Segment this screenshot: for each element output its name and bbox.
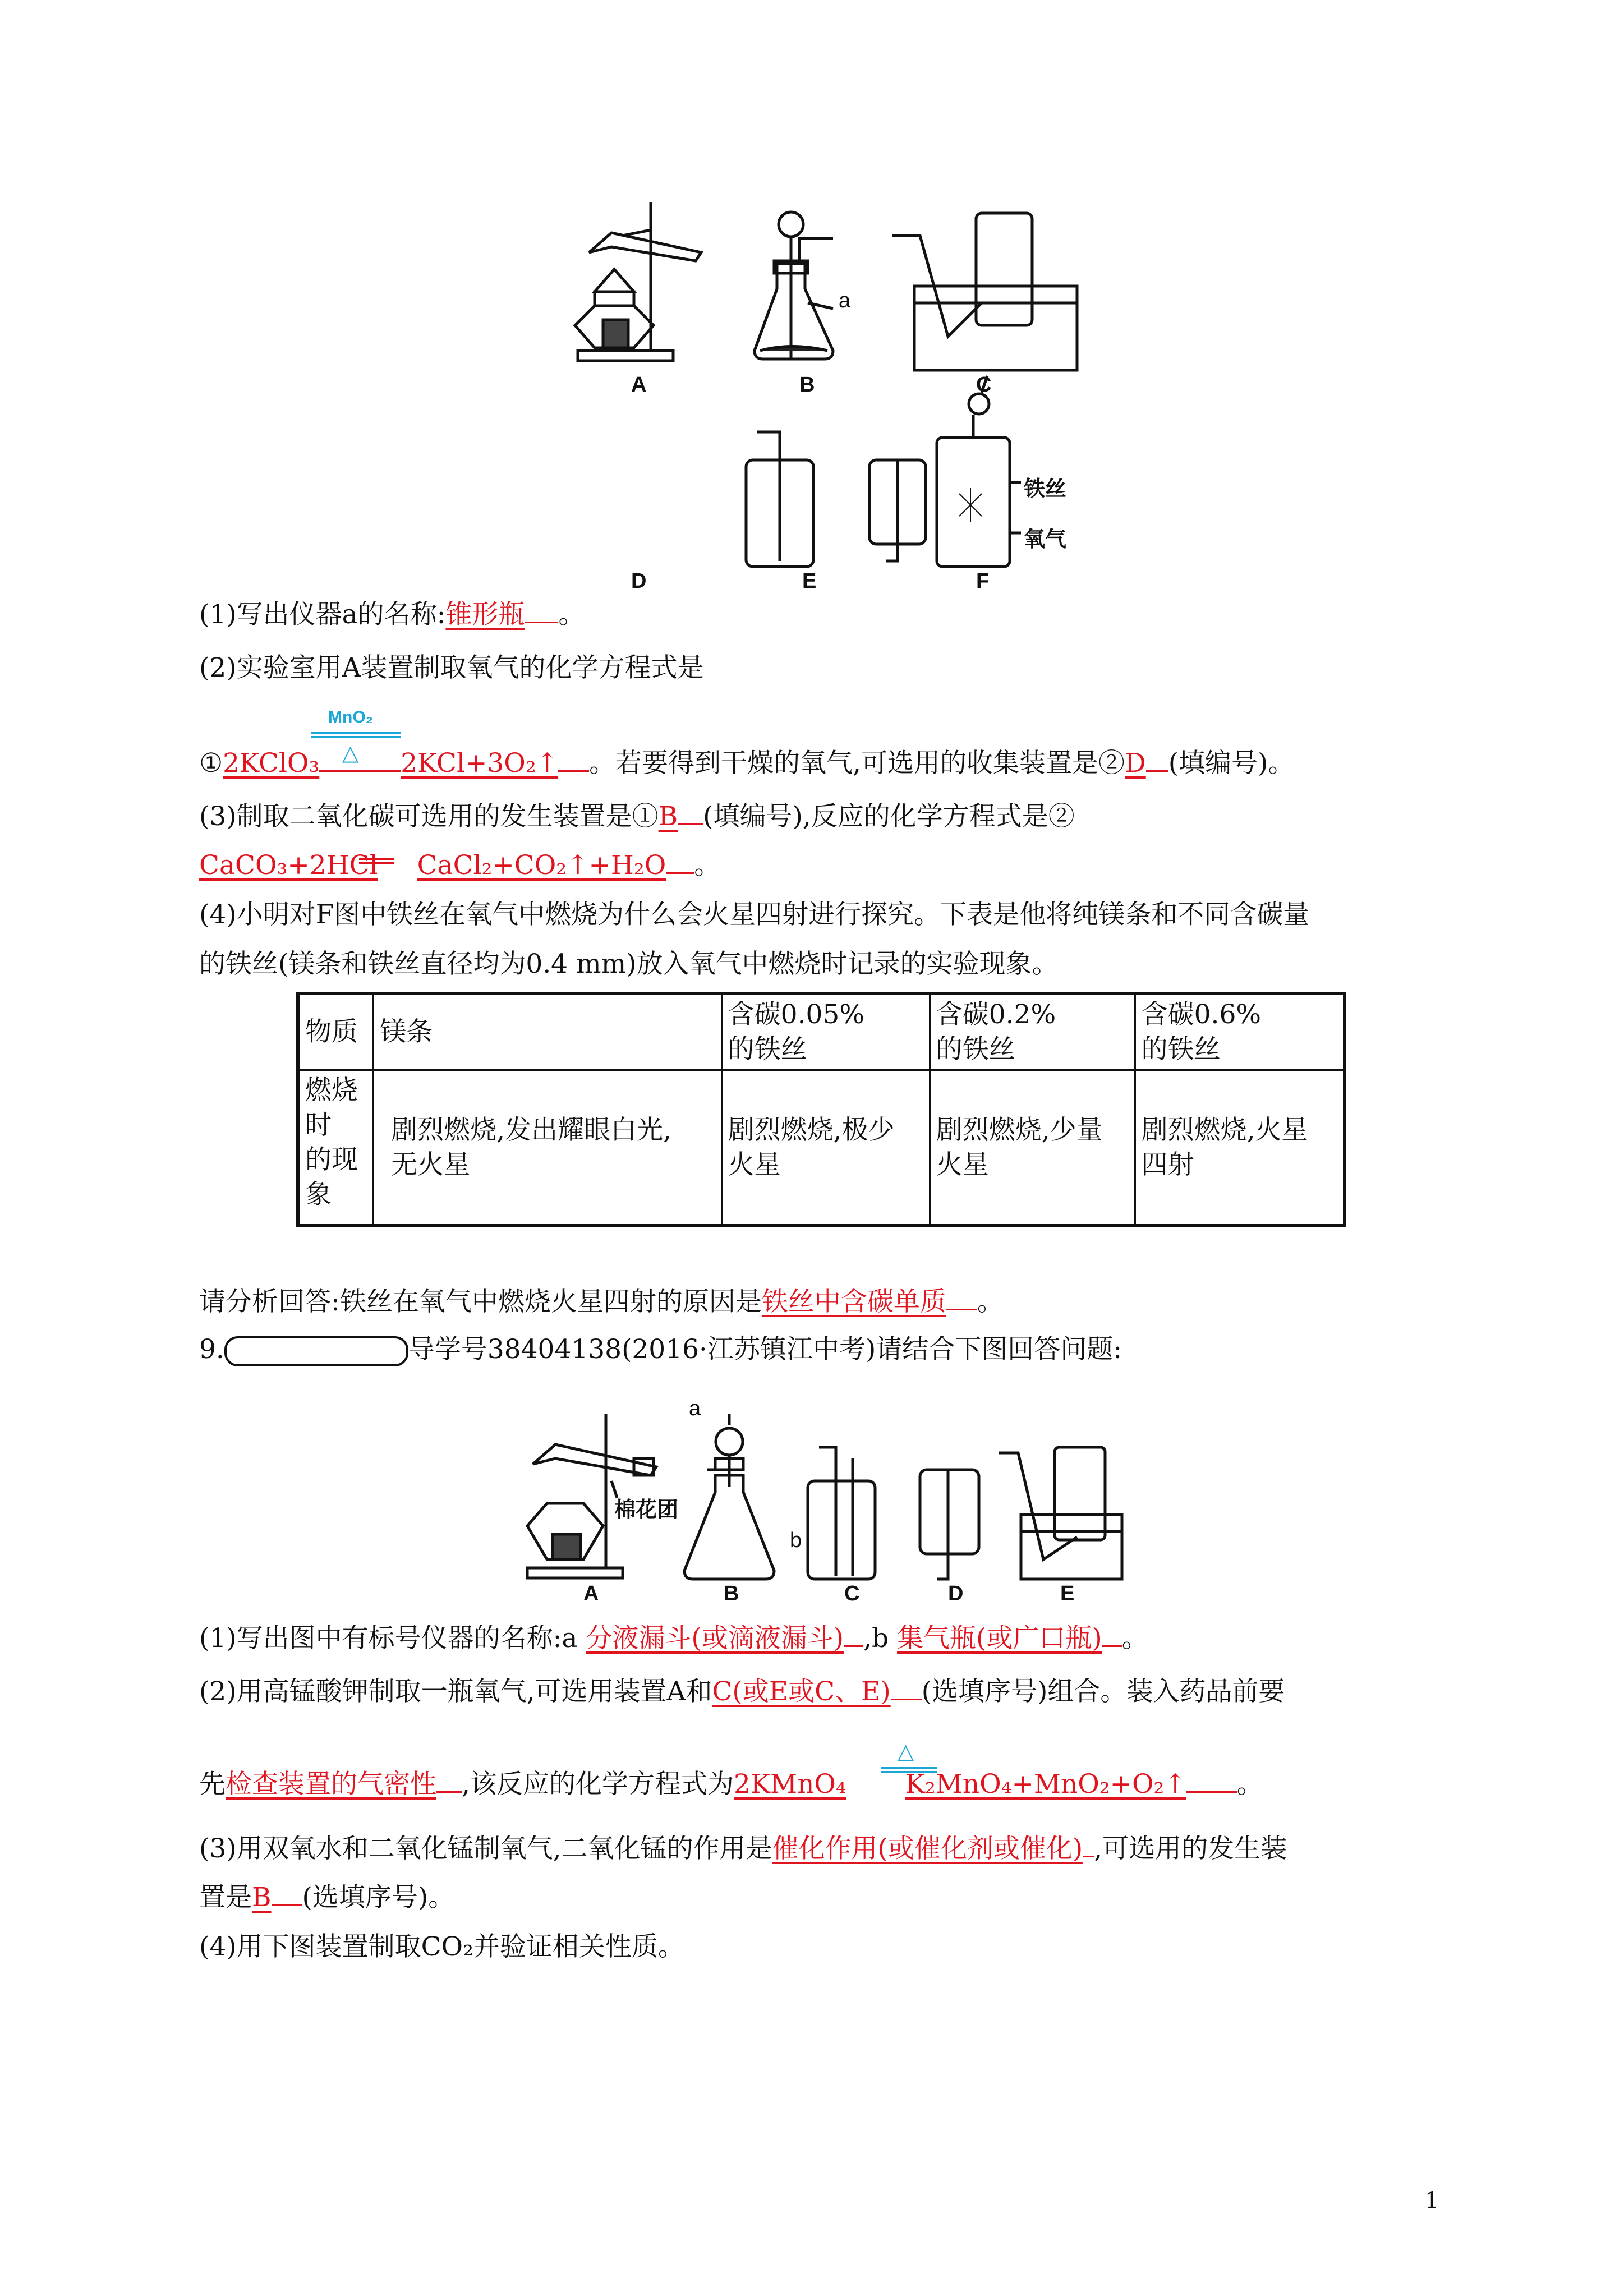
q2-condition-heat: △ bbox=[342, 742, 359, 765]
q9-2b-answer: 检查装置的气密性 bbox=[226, 1769, 436, 1800]
q9-1-answer-a: 分液漏斗(或滴液漏斗) bbox=[586, 1623, 844, 1654]
question-9-3-b bbox=[199, 1880, 454, 1915]
table-cell: 剧烈燃烧,火星 四射 bbox=[1135, 1070, 1345, 1226]
question-9-2 bbox=[199, 1674, 1285, 1709]
q2-blank-2 bbox=[1146, 748, 1168, 772]
fig1-label-tiesi: 铁丝 bbox=[1024, 477, 1067, 501]
q9-3-answer: 催化作用(或催化剂或催化) bbox=[772, 1833, 1083, 1864]
table-cell: 剧烈燃烧,发出耀眼白光, 无火星 bbox=[374, 1070, 721, 1226]
fig2-label-e: E bbox=[1060, 1582, 1075, 1605]
q2-circle-1: ① bbox=[199, 748, 223, 779]
q9-3b-blank bbox=[272, 1882, 302, 1906]
q9-3b-end: (选填序号)。 bbox=[302, 1882, 455, 1913]
table-cell: 燃烧 时 的现 象 bbox=[298, 1070, 374, 1226]
q9-3b-start: 置是 bbox=[199, 1882, 252, 1913]
q1-end: 。 bbox=[558, 599, 585, 630]
q9-2-end: (选填序号)组合。装入药品前要 bbox=[921, 1676, 1285, 1707]
table-cell: 剧烈燃烧,极少 火星 bbox=[721, 1070, 930, 1226]
fig2-label-c: C bbox=[844, 1582, 860, 1605]
experiment-table bbox=[296, 992, 1346, 1227]
q9-3-blank bbox=[1083, 1833, 1094, 1857]
fig1-label-a: A bbox=[631, 373, 647, 397]
fig1-label-f: F bbox=[976, 569, 990, 593]
fig1-label-d: D bbox=[631, 569, 647, 593]
q9-2b-start: 先 bbox=[199, 1769, 226, 1800]
q9-1-end: 。 bbox=[1121, 1623, 1148, 1654]
q2-mid: 。若要得到干燥的氧气,可选用的收集装置是② bbox=[589, 748, 1125, 779]
q9-2b-end: 。 bbox=[1236, 1769, 1263, 1800]
table-row bbox=[298, 1070, 1345, 1226]
fig2-label-instrument-b: b bbox=[790, 1529, 802, 1552]
question-3-equation bbox=[199, 848, 720, 883]
q9-1-blank-b bbox=[1102, 1623, 1122, 1647]
q9-text: 导学号38404138(2016·江苏镇江中考)请结合下图回答问题: bbox=[408, 1334, 1122, 1365]
fig2-label-b: B bbox=[724, 1582, 739, 1605]
q3-eq-blank bbox=[666, 850, 694, 874]
question-4-answer bbox=[199, 1285, 1004, 1319]
q2-eq-gap bbox=[319, 748, 401, 772]
q2-eq-blank bbox=[558, 748, 589, 772]
question-1 bbox=[199, 597, 585, 632]
q2-equals-bottom bbox=[311, 736, 401, 738]
q9-2b-eq-rhs: K₂MnO₄+MnO₂+O₂↑ bbox=[905, 1769, 1186, 1800]
fig1-label-instrument-a: a bbox=[839, 289, 851, 312]
table-header-row bbox=[298, 993, 1345, 1070]
q9-2b-eq-blank bbox=[1186, 1769, 1237, 1793]
question-2 bbox=[199, 651, 704, 685]
q9-badge bbox=[224, 1336, 408, 1366]
q9-1-blank-a bbox=[844, 1623, 863, 1647]
fig2-label-mianhua: 棉花团 bbox=[614, 1498, 679, 1522]
q9-3b-answer: B bbox=[252, 1882, 272, 1913]
q9-number: 9. bbox=[199, 1334, 224, 1365]
fig2-label-instrument-a: a bbox=[689, 1397, 701, 1420]
q3-eq-rhs: CaCl₂+CO₂↑+H₂O bbox=[417, 850, 666, 881]
apparatus-drawing-2 bbox=[494, 1391, 1139, 1599]
q9-1-text: (1)写出图中有标号仪器的名称:a bbox=[199, 1623, 578, 1654]
q9-2-answer: C(或E或C、E) bbox=[712, 1676, 891, 1707]
question-9-1 bbox=[199, 1621, 1148, 1656]
q1-answer: 锥形瓶 bbox=[445, 599, 525, 630]
q2-text: (2)实验室用A装置制取氧气的化学方程式是 bbox=[199, 652, 704, 683]
table-header-cell: 含碳0.05% 的铁丝 bbox=[721, 993, 930, 1070]
q4-ans-end: 。 bbox=[977, 1286, 1004, 1317]
fig2-label-d: D bbox=[948, 1582, 964, 1605]
q2-equals-top bbox=[311, 732, 401, 734]
q3-mid: (填编号),反应的化学方程式是② bbox=[703, 801, 1075, 832]
q2-answer-2: D bbox=[1125, 748, 1146, 779]
q2-condition-catalyst: MnO₂ bbox=[328, 708, 373, 726]
fig1-label-b: B bbox=[799, 373, 815, 397]
question-9-2-b bbox=[199, 1767, 1263, 1802]
q9-2b-eq-lhs: 2KMnO₄ bbox=[733, 1769, 846, 1800]
question-9-4: (4)用下图装置制取CO₂并验证相关性质。 bbox=[199, 1931, 684, 1962]
q3-eq-end: 。 bbox=[694, 850, 721, 881]
q3-answer: B bbox=[658, 801, 678, 832]
q1-text: (1)写出仪器a的名称: bbox=[199, 599, 446, 630]
fig1-label-c: C bbox=[976, 373, 992, 397]
q9-2b-blank bbox=[436, 1769, 462, 1793]
question-4-line-1: (4)小明对F图中铁丝在氧气中燃烧为什么会火星四射进行探究。下表是他将纯镁条和不同含碳量 bbox=[199, 899, 1310, 930]
table-cell: 剧烈燃烧,少量 火星 bbox=[930, 1070, 1135, 1226]
q9-1-answer-b: 集气瓶(或广口瓶) bbox=[897, 1623, 1102, 1654]
table-header-cell: 镁条 bbox=[374, 993, 721, 1070]
question-4-line-2: 的铁丝(镁条和铁丝直径均为0.4 mm)放入氧气中燃烧时记录的实验现象。 bbox=[199, 949, 1059, 979]
table-header-cell: 物质 bbox=[298, 993, 374, 1070]
q9-3-end: ,可选用的发生装 bbox=[1094, 1833, 1287, 1864]
q9-2-text: (2)用高锰酸钾制取一瓶氧气,可选用装置A和 bbox=[199, 1676, 712, 1707]
q9-2-blank bbox=[891, 1676, 922, 1700]
question-9-3 bbox=[199, 1832, 1287, 1866]
question-9-header bbox=[199, 1332, 1122, 1367]
q2-end: (填编号)。 bbox=[1168, 748, 1295, 779]
table-header-cell: 含碳0.2% 的铁丝 bbox=[930, 993, 1135, 1070]
fig2-label-a: A bbox=[583, 1582, 599, 1605]
page-number: 1 bbox=[1425, 2188, 1439, 2214]
fig1-label-yangqi: 氧气 bbox=[1024, 528, 1067, 551]
q9-1-mid: ,b bbox=[863, 1623, 889, 1654]
q4-ans-text: 请分析回答:铁丝在氧气中燃烧火星四射的原因是 bbox=[199, 1286, 762, 1317]
fig1-label-e: E bbox=[802, 569, 817, 593]
table-header-cell: 含碳0.6% 的铁丝 bbox=[1135, 993, 1345, 1070]
q4-blank bbox=[946, 1286, 977, 1310]
q9-3-text: (3)用双氧水和二氧化锰制氧气,二氧化锰的作用是 bbox=[199, 1833, 772, 1864]
question-2-equation bbox=[199, 746, 1294, 781]
q2-eq-lhs: 2KClO₃ bbox=[223, 748, 320, 779]
q3-eq-lhs: CaCO₃+2HCl bbox=[199, 850, 378, 881]
q3-blank bbox=[678, 801, 703, 825]
q4-answer: 铁丝中含碳单质 bbox=[761, 1286, 946, 1317]
question-3 bbox=[199, 799, 1075, 834]
q2-eq-rhs: 2KCl+3O₂↑ bbox=[401, 748, 559, 779]
q1-blank bbox=[525, 599, 558, 623]
q9-2-condition-heat: △ bbox=[898, 1740, 914, 1764]
q3-text: (3)制取二氧化碳可选用的发生装置是① bbox=[199, 801, 659, 832]
q9-2b-mid: ,该反应的化学方程式为 bbox=[462, 1769, 734, 1800]
